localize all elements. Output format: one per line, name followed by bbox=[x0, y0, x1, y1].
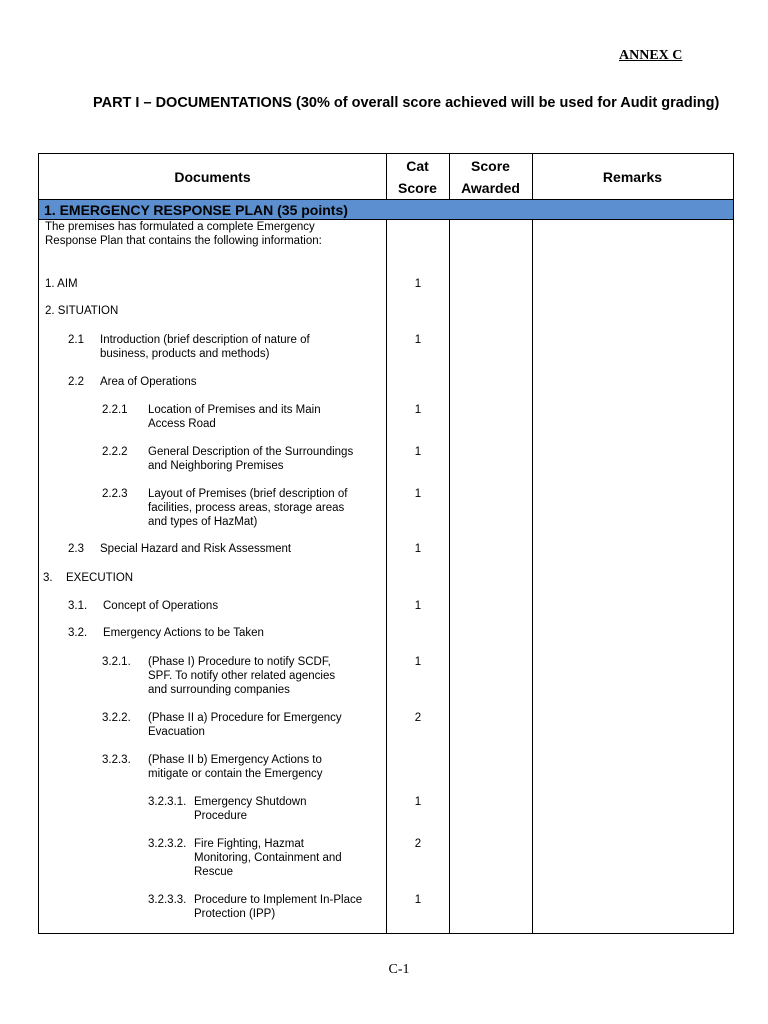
cat-score-3-2-3-3: 1 bbox=[414, 894, 422, 906]
part-title: PART I – DOCUMENTATIONS (30% of overall score achieved will be used for Audit grading) bbox=[93, 95, 720, 111]
cat-score-2-2-1: 1 bbox=[414, 404, 422, 416]
row-num-3-2-2: 3.2.2. bbox=[102, 712, 131, 724]
row-num-3-2-3-1: 3.2.3.1. bbox=[148, 796, 187, 808]
cat-score-3-2-3-1: 1 bbox=[414, 796, 422, 808]
cat-score-3-2-3-2: 2 bbox=[414, 838, 422, 850]
row-num-3-2-3-3: 3.2.3.3. bbox=[148, 894, 187, 906]
cat-score-3-2-2: 2 bbox=[414, 712, 422, 724]
row-num-3-1: 3.1. bbox=[68, 600, 88, 612]
page-number: C-1 bbox=[388, 962, 410, 977]
row-text-2-2-1-line2: Access Road bbox=[148, 418, 216, 430]
cat-score-3-2-1: 1 bbox=[414, 656, 422, 668]
column-divider bbox=[532, 154, 533, 933]
row-text-2-2-3-line2: facilities, process areas, storage areas bbox=[148, 502, 345, 514]
row-text-2-3: Special Hazard and Risk Assessment bbox=[100, 543, 292, 555]
header-cat-score-line1: Cat bbox=[406, 158, 429, 174]
row-text-3-2-3-3-line1: Procedure to Implement In-Place bbox=[194, 894, 363, 906]
row-text-3-2-3-2-line3: Rescue bbox=[194, 866, 233, 878]
row-text-3-2-3-1-line1: Emergency Shutdown bbox=[194, 796, 307, 808]
row-num-3-2: 3.2. bbox=[68, 627, 88, 639]
row-num-2-2-3: 2.2.3 bbox=[102, 488, 128, 500]
column-divider bbox=[449, 154, 450, 933]
row-num-2-2-2: 2.2.2 bbox=[102, 446, 128, 458]
row-text-2-2-3-line1: Layout of Premises (brief description of bbox=[148, 488, 348, 500]
section-header-bar bbox=[39, 199, 733, 220]
row-text-3-2-3-3-line2: Protection (IPP) bbox=[194, 908, 276, 920]
row-text-3-2-3-line2: mitigate or contain the Emergency bbox=[148, 768, 323, 780]
row-text-2-1-line2: business, products and methods) bbox=[100, 348, 270, 360]
row-text-2-2: Area of Operations bbox=[100, 376, 197, 388]
cat-score-2-2-3: 1 bbox=[414, 488, 422, 500]
row-text-3-1: Concept of Operations bbox=[103, 600, 219, 612]
row-text-3-2-3-2-line2: Monitoring, Containment and bbox=[194, 852, 342, 864]
cat-score-2-2-2: 1 bbox=[414, 446, 422, 458]
row-aim: 1. AIM bbox=[45, 278, 78, 290]
row-text-3-2: Emergency Actions to be Taken bbox=[103, 627, 264, 639]
row-num-2-1: 2.1 bbox=[68, 334, 84, 346]
row-num-3-2-3: 3.2.3. bbox=[102, 754, 131, 766]
row-situation: 2. SITUATION bbox=[45, 305, 119, 317]
documents-table bbox=[38, 153, 734, 934]
row-num-2-2-1: 2.2.1 bbox=[102, 404, 128, 416]
header-score-awarded-line1: Score bbox=[471, 158, 510, 174]
row-text-2-2-2-line2: and Neighboring Premises bbox=[148, 460, 284, 472]
row-text-3-2-2-line2: Evacuation bbox=[148, 726, 205, 738]
row-text-2-2-1-line1: Location of Premises and its Main bbox=[148, 404, 321, 416]
row-text-3-2-2-line1: (Phase II a) Procedure for Emergency bbox=[148, 712, 342, 724]
row-num-2-2: 2.2 bbox=[68, 376, 84, 388]
intro-text-line2: Response Plan that contains the following information: bbox=[45, 235, 322, 247]
row-text-execution: EXECUTION bbox=[66, 572, 134, 584]
row-text-2-1-line1: Introduction (brief description of nature of bbox=[100, 334, 310, 346]
row-num-2-3: 2.3 bbox=[68, 543, 84, 555]
row-num-3: 3. bbox=[43, 572, 53, 584]
row-num-3-2-1: 3.2.1. bbox=[102, 656, 131, 668]
row-text-3-2-1-line1: (Phase I) Procedure to notify SCDF, bbox=[148, 656, 331, 668]
row-text-2-2-3-line3: and types of HazMat) bbox=[148, 516, 258, 528]
row-num-3-2-3-2: 3.2.3.2. bbox=[148, 838, 187, 850]
header-documents: Documents bbox=[174, 169, 251, 185]
annex-label: ANNEX C bbox=[619, 48, 683, 63]
header-remarks: Remarks bbox=[602, 169, 663, 185]
row-text-3-2-1-line2: SPF. To notify other related agencies bbox=[148, 670, 336, 682]
row-text-3-2-3-1-line2: Procedure bbox=[194, 810, 248, 822]
section-title: 1. EMERGENCY RESPONSE PLAN (35 points) bbox=[44, 202, 348, 218]
row-text-3-2-1-line3: and surrounding companies bbox=[148, 684, 290, 696]
header-cat-score-line2: Score bbox=[398, 180, 437, 196]
row-text-3-2-3-2-line1: Fire Fighting, Hazmat bbox=[194, 838, 304, 850]
cat-score-2-1: 1 bbox=[414, 334, 422, 346]
intro-text-line1: The premises has formulated a complete Emergency bbox=[45, 221, 315, 233]
row-text-2-2-2-line1: General Description of the Surroundings bbox=[148, 446, 354, 458]
row-text-3-2-3-line1: (Phase II b) Emergency Actions to bbox=[148, 754, 322, 766]
header-score-awarded-line2: Awarded bbox=[461, 180, 520, 196]
cat-score-3-1: 1 bbox=[414, 600, 422, 612]
cat-score-aim: 1 bbox=[414, 278, 422, 290]
cat-score-2-3: 1 bbox=[414, 543, 422, 555]
